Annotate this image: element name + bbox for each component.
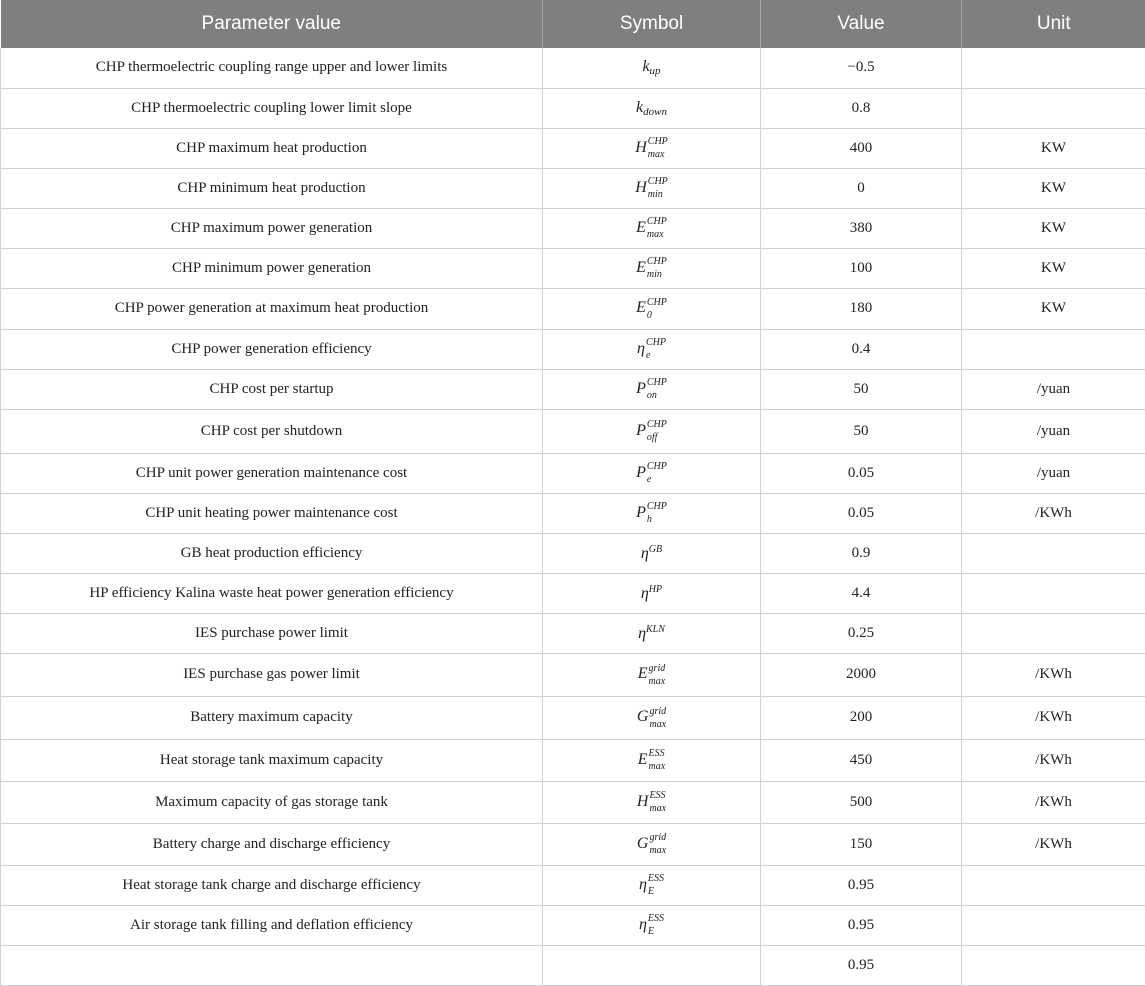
value-cell: 0.8 [761, 88, 962, 128]
unit-cell: /yuan [962, 409, 1145, 453]
unit-cell [962, 533, 1145, 573]
symbol-cell [543, 945, 761, 985]
parameter-cell: Battery maximum capacity [1, 696, 543, 739]
value-cell: 200 [761, 696, 962, 739]
symbol-subscript: max [647, 230, 667, 240]
table-row [1, 208, 1145, 248]
symbol-superscript: CHP [647, 502, 667, 512]
symbol-subscript: off [647, 433, 667, 443]
symbol-cell [543, 329, 761, 369]
symbol-subscript: h [647, 515, 667, 525]
symbol-base: P [636, 380, 646, 397]
unit-cell: /KWh [962, 739, 1145, 781]
math-symbol [637, 793, 666, 810]
value-cell: 0.95 [761, 865, 962, 905]
symbol-base: η [639, 916, 647, 933]
math-symbol [638, 751, 665, 768]
symbol-superscript: GB [649, 544, 662, 555]
value-cell: 50 [761, 369, 962, 409]
symbol-superscript: ESS [649, 749, 666, 759]
table-row [1, 409, 1145, 453]
symbol-superscript: KLN [646, 624, 665, 635]
value-cell: 400 [761, 128, 962, 168]
table-row [1, 128, 1145, 168]
symbol-cell [543, 696, 761, 739]
value-cell: 0.9 [761, 533, 962, 573]
symbol-base: η [641, 545, 649, 562]
symbol-base: P [636, 422, 646, 439]
unit-cell: KW [962, 128, 1145, 168]
symbol-base: E [638, 665, 648, 682]
table-row [1, 945, 1145, 985]
table-row [1, 823, 1145, 865]
symbol-base: G [637, 835, 649, 852]
table-body [1, 48, 1145, 985]
symbol-superscript: CHP [647, 462, 667, 472]
symbol-superscript: grid [649, 707, 666, 717]
parameter-cell: Air storage tank filling and deflation efficiency [1, 905, 543, 945]
symbol-subscript: on [647, 391, 667, 401]
symbol-cell [543, 493, 761, 533]
parameter-cell: CHP unit power generation maintenance cost [1, 453, 543, 493]
symbol-cell [543, 823, 761, 865]
math-symbol [636, 504, 667, 521]
symbol-base: k [636, 99, 643, 116]
symbol-base: η [638, 625, 646, 642]
symbol-superscript: ESS [648, 914, 664, 924]
header-symbol: Symbol [543, 0, 761, 48]
symbol-subscript: max [649, 804, 666, 814]
math-symbol [637, 340, 666, 357]
value-cell: 100 [761, 248, 962, 288]
parameter-cell: CHP cost per shutdown [1, 409, 543, 453]
unit-cell [962, 573, 1145, 613]
symbol-cell [543, 369, 761, 409]
symbol-subscript: max [649, 846, 666, 856]
math-symbol [636, 422, 667, 439]
value-cell: 4.4 [761, 573, 962, 613]
symbol-superscript: CHP [647, 298, 667, 308]
math-symbol [636, 380, 667, 397]
symbol-superscript: ESS [648, 874, 664, 884]
table-row [1, 653, 1145, 696]
table-row [1, 88, 1145, 128]
parameter-cell: GB heat production efficiency [1, 533, 543, 573]
table-row [1, 573, 1145, 613]
unit-cell: KW [962, 288, 1145, 329]
value-cell: 150 [761, 823, 962, 865]
symbol-subscript: E [648, 927, 664, 937]
table-row [1, 613, 1145, 653]
symbol-subscript: E [648, 887, 664, 897]
symbol-subscript: e [646, 351, 666, 361]
value-cell: 450 [761, 739, 962, 781]
symbol-base: P [636, 464, 646, 481]
parameter-cell: CHP power generation efficiency [1, 329, 543, 369]
symbol-superscript: CHP [647, 257, 667, 267]
symbol-cell [543, 409, 761, 453]
table-row [1, 168, 1145, 208]
symbol-base: E [638, 751, 648, 768]
value-cell: 50 [761, 409, 962, 453]
symbol-subscript: max [649, 677, 666, 687]
symbol-subscript: max [648, 150, 668, 160]
symbol-base: H [637, 793, 649, 810]
value-cell: −0.5 [761, 48, 962, 88]
table-row [1, 288, 1145, 329]
header-row [1, 0, 1145, 48]
unit-cell: /yuan [962, 369, 1145, 409]
symbol-base: η [639, 876, 647, 893]
value-cell: 0.05 [761, 493, 962, 533]
unit-cell [962, 613, 1145, 653]
symbol-cell [543, 128, 761, 168]
symbol-cell [543, 739, 761, 781]
math-symbol [637, 835, 666, 852]
symbol-cell [543, 248, 761, 288]
math-symbol [639, 916, 664, 933]
symbol-superscript: CHP [648, 137, 668, 147]
value-cell: 500 [761, 781, 962, 823]
table-row [1, 369, 1145, 409]
parameter-cell: IES purchase gas power limit [1, 653, 543, 696]
unit-cell [962, 945, 1145, 985]
symbol-superscript: CHP [647, 420, 667, 430]
symbol-base: P [636, 504, 646, 521]
table-row [1, 696, 1145, 739]
symbol-subscript: 0 [647, 311, 667, 321]
parameter-cell: CHP minimum power generation [1, 248, 543, 288]
parameter-cell: Heat storage tank charge and discharge efficiency [1, 865, 543, 905]
parameter-cell: HP efficiency Kalina waste heat power generation efficiency [1, 573, 543, 613]
value-cell: 0 [761, 168, 962, 208]
value-cell: 180 [761, 288, 962, 329]
symbol-base: η [641, 585, 649, 602]
symbol-cell [543, 865, 761, 905]
symbol-base: H [635, 179, 647, 196]
header-unit: Unit [962, 0, 1145, 48]
unit-cell [962, 905, 1145, 945]
math-symbol [641, 585, 662, 602]
value-cell: 0.4 [761, 329, 962, 369]
symbol-cell [543, 453, 761, 493]
symbol-superscript: grid [649, 833, 666, 843]
unit-cell: /KWh [962, 653, 1145, 696]
symbol-cell [543, 88, 761, 128]
parameter-cell: CHP unit heating power maintenance cost [1, 493, 543, 533]
table-row [1, 781, 1145, 823]
unit-cell [962, 865, 1145, 905]
symbol-base: η [637, 340, 645, 357]
value-cell: 0.95 [761, 945, 962, 985]
unit-cell: /yuan [962, 453, 1145, 493]
unit-cell: KW [962, 208, 1145, 248]
symbol-superscript: grid [649, 664, 666, 674]
math-symbol [636, 219, 667, 236]
symbol-subscript: min [648, 190, 668, 200]
math-symbol [641, 545, 662, 562]
unit-cell [962, 48, 1145, 88]
value-cell: 0.95 [761, 905, 962, 945]
symbol-subscript: down [643, 106, 667, 118]
symbol-cell [543, 905, 761, 945]
parameter-cell: IES purchase power limit [1, 613, 543, 653]
symbol-superscript: CHP [647, 217, 667, 227]
unit-cell: KW [962, 168, 1145, 208]
math-symbol [635, 139, 668, 156]
unit-cell [962, 329, 1145, 369]
table-row [1, 329, 1145, 369]
math-symbol [636, 259, 667, 276]
unit-cell: /KWh [962, 696, 1145, 739]
symbol-cell [543, 613, 761, 653]
table-row [1, 248, 1145, 288]
table-row [1, 48, 1145, 88]
symbol-cell [543, 208, 761, 248]
math-symbol [636, 464, 667, 481]
math-symbol [642, 58, 660, 75]
math-symbol [639, 876, 664, 893]
table-row [1, 453, 1145, 493]
math-symbol [635, 179, 668, 196]
symbol-base: E [636, 299, 646, 316]
math-symbol [638, 625, 665, 642]
symbol-base: H [635, 139, 647, 156]
parameter-cell: Heat storage tank maximum capacity [1, 739, 543, 781]
unit-cell: /KWh [962, 781, 1145, 823]
symbol-cell [543, 168, 761, 208]
symbol-subscript: min [647, 270, 667, 280]
value-cell: 0.25 [761, 613, 962, 653]
symbol-base: E [636, 259, 646, 276]
symbol-cell [543, 653, 761, 696]
symbol-cell [543, 48, 761, 88]
symbol-superscript: CHP [647, 378, 667, 388]
math-symbol [637, 708, 666, 725]
unit-cell [962, 88, 1145, 128]
symbol-superscript: CHP [648, 177, 668, 187]
symbol-subscript: max [649, 762, 666, 772]
parameter-cell [1, 945, 543, 985]
parameter-cell: CHP thermoelectric coupling lower limit slope [1, 88, 543, 128]
parameter-cell: CHP power generation at maximum heat production [1, 288, 543, 329]
table-row [1, 493, 1145, 533]
math-symbol [638, 665, 665, 682]
symbol-cell [543, 781, 761, 823]
parameter-cell: Battery charge and discharge efficiency [1, 823, 543, 865]
unit-cell: KW [962, 248, 1145, 288]
table-row [1, 905, 1145, 945]
symbol-base: E [636, 219, 646, 236]
math-symbol [636, 299, 667, 316]
header-value: Value [761, 0, 962, 48]
value-cell: 0.05 [761, 453, 962, 493]
symbol-base: k [642, 58, 649, 75]
unit-cell: /KWh [962, 493, 1145, 533]
table-row [1, 739, 1145, 781]
symbol-cell [543, 533, 761, 573]
parameter-cell: CHP maximum heat production [1, 128, 543, 168]
table-row [1, 533, 1145, 573]
parameter-cell: CHP cost per startup [1, 369, 543, 409]
table-row [1, 865, 1145, 905]
symbol-subscript: max [649, 720, 666, 730]
symbol-superscript: HP [649, 584, 662, 595]
value-cell: 2000 [761, 653, 962, 696]
symbol-base: G [637, 708, 649, 725]
symbol-cell [543, 573, 761, 613]
value-cell: 380 [761, 208, 962, 248]
parameter-cell: CHP maximum power generation [1, 208, 543, 248]
math-symbol [636, 99, 667, 116]
parameter-cell: Maximum capacity of gas storage tank [1, 781, 543, 823]
parameter-cell: CHP minimum heat production [1, 168, 543, 208]
header-parameter: Parameter value [1, 0, 543, 48]
symbol-subscript: e [647, 475, 667, 485]
parameter-cell: CHP thermoelectric coupling range upper and lower limits [1, 48, 543, 88]
symbol-superscript: ESS [649, 791, 666, 801]
symbol-cell [543, 288, 761, 329]
symbol-subscript: up [650, 65, 661, 77]
unit-cell: /KWh [962, 823, 1145, 865]
symbol-superscript: CHP [646, 338, 666, 348]
